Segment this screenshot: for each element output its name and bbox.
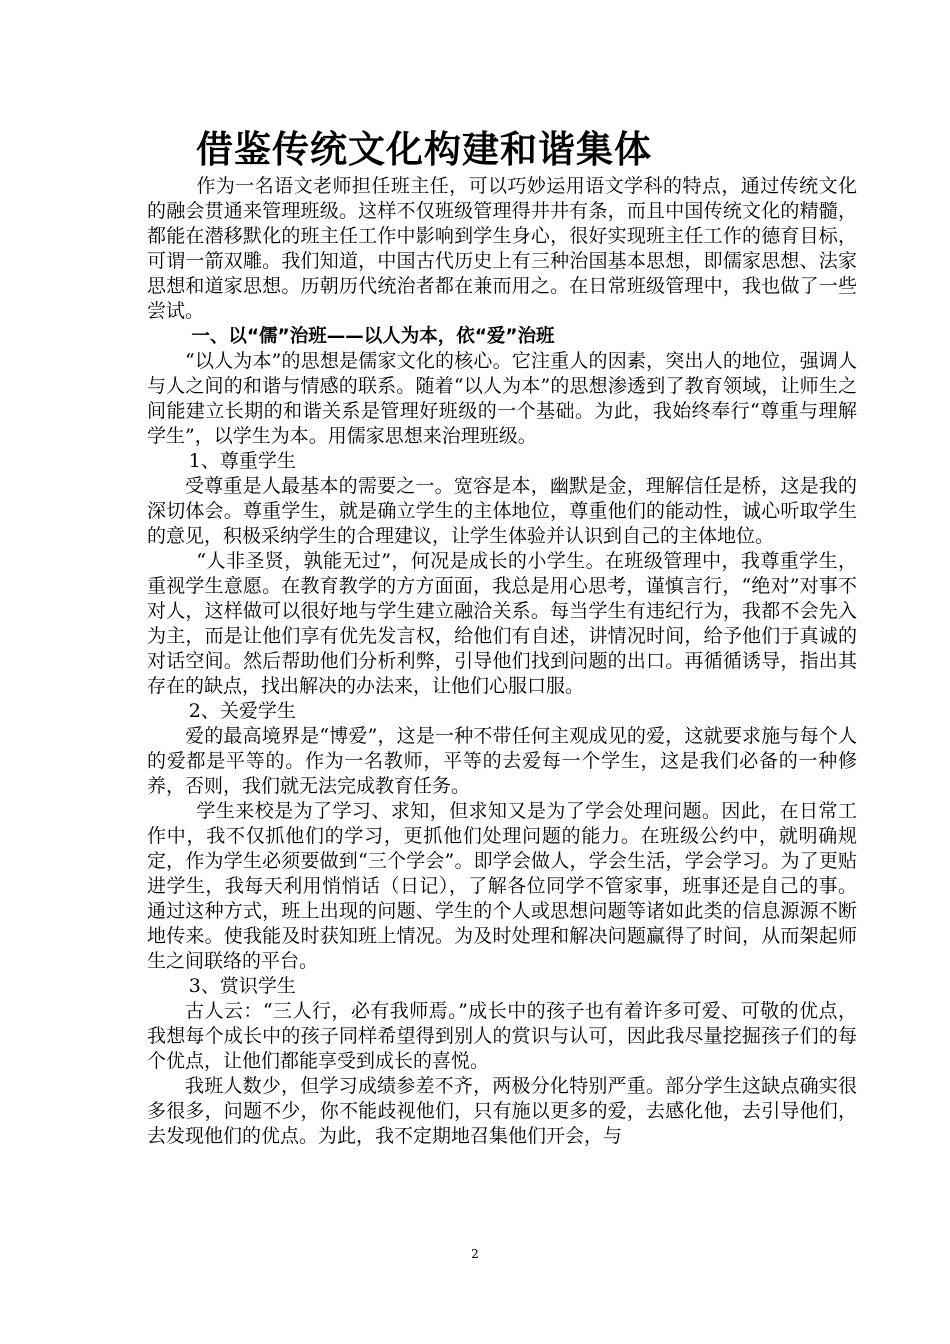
section-heading-1: 一、以“儒”治班——以人为本，依“爱”治班 <box>191 326 555 347</box>
subsection1-paragraph-1: 受尊重是人最基本的需要之一。宽容是本，幽默是金，理解信任是桥，这是我的深切体会。尊重学生，就是确立学生的主体地位，尊重他们的能动性，诚心听取学生的意见，积极采纳学生的合理建议，让学生体验并认识到自己的主体地位。 <box>147 475 857 547</box>
document-body <box>147 174 857 1149</box>
subsection-heading-1: 1、尊重学生 <box>188 450 296 472</box>
subsection-heading-3: 3、赏识学生 <box>188 975 296 997</box>
document-title: 借鉴传统文化构建和谐集体 <box>196 128 652 171</box>
subsection-heading-2: 2、关爱学生 <box>188 700 296 722</box>
section1-paragraph: “以人为本”的思想是儒家文化的核心。它注重人的因素，突出人的地位，强调人与人之间的和谐与情感的联系。随着“以人为本”的思想渗透到了教育领域，让师生之间能建立长期的和谐关系是管理好班级的一个基础。为此，我始终奉行“尊重与理解学生”，以学生为本。用儒家思想来治理班级。 <box>147 350 857 447</box>
subsection3-paragraph-2: 我班人数少，但学习成绩参差不齐，两极分化特别严重。部分学生这缺点确实很多很多，问题不少，你不能歧视他们，只有施以更多的爱，去感化他，去引导他们，去发现他们的优点。为此，我不定期地召集他们开会，与 <box>147 1075 857 1147</box>
subsection2-paragraph-1: 爱的最高境界是“博爱”，这是一种不带任何主观成见的爱，这就要求施与每个人的爱都是平等的。作为一名教师，平等的去爱每一个学生，这是我们必备的一种修养，否则，我们就无法完成教育任务。 <box>147 725 857 797</box>
subsection2-paragraph-2: 学生来校是为了学习、求知，但求知又是为了学会处理问题。因此，在日常工作中，我不仅抓他们的学习，更抓他们处理问题的能力。在班级公约中，就明确规定，作为学生必须要做到“三个学会”。即学会做人，学会生活，学会学习。为了更贴进学生，我每天利用悄悄话（日记），了解各位同学不管家事，班事还是自己的事。通过这种方式，班上出现的问题、学生的个人或思想问题等诸如此类的信息源源不断地传来。使我能及时获知班上情况。为及时处理和解决问题赢得了时间，从而架起师生之间联络的平台。 <box>147 800 857 972</box>
intro-paragraph: 作为一名语文老师担任班主任，可以巧妙运用语文学科的特点，通过传统文化的融会贯通来管理班级。这样不仅班级管理得井井有条，而且中国传统文化的精髓，都能在潜移默化的班主任工作中影响到学生身心，很好实现班主任工作的德育目标，可谓一箭双雕。我们知道，中国古代历史上有三种治国基本思想，即儒家思想、法家思想和道家思想。历朝历代统治者都在兼而用之。在日常班级管理中，我也做了一些尝试。 <box>147 175 857 322</box>
page-number: 2 <box>471 1247 479 1261</box>
subsection1-paragraph-2: “人非圣贤，孰能无过”，何况是成长的小学生。在班级管理中，我尊重学生，重视学生意愿。在教育教学的方方面面，我总是用心思考，谨慎言行，“绝对”对事不对人，这样做可以很好地与学生建立融洽关系。每当学生有违纪行为，我都不会先入为主，而是让他们享有优先发言权，给他们有自述，讲情况时间，给予他们于真诚的对话空间。然后帮助他们分析利弊，引导他们找到问题的出口。再循循诱导，指出其存在的缺点，找出解决的办法来，让他们心服口服。 <box>147 550 857 697</box>
subsection3-paragraph-1: 古人云：“三人行，必有我师焉。”成长中的孩子也有着许多可爱、可敬的优点，我想每个成长中的孩子同样希望得到别人的赏识与认可，因此我尽量挖掘孩子们的每个优点，让他们都能享受到成长的喜悦。 <box>147 1000 857 1072</box>
